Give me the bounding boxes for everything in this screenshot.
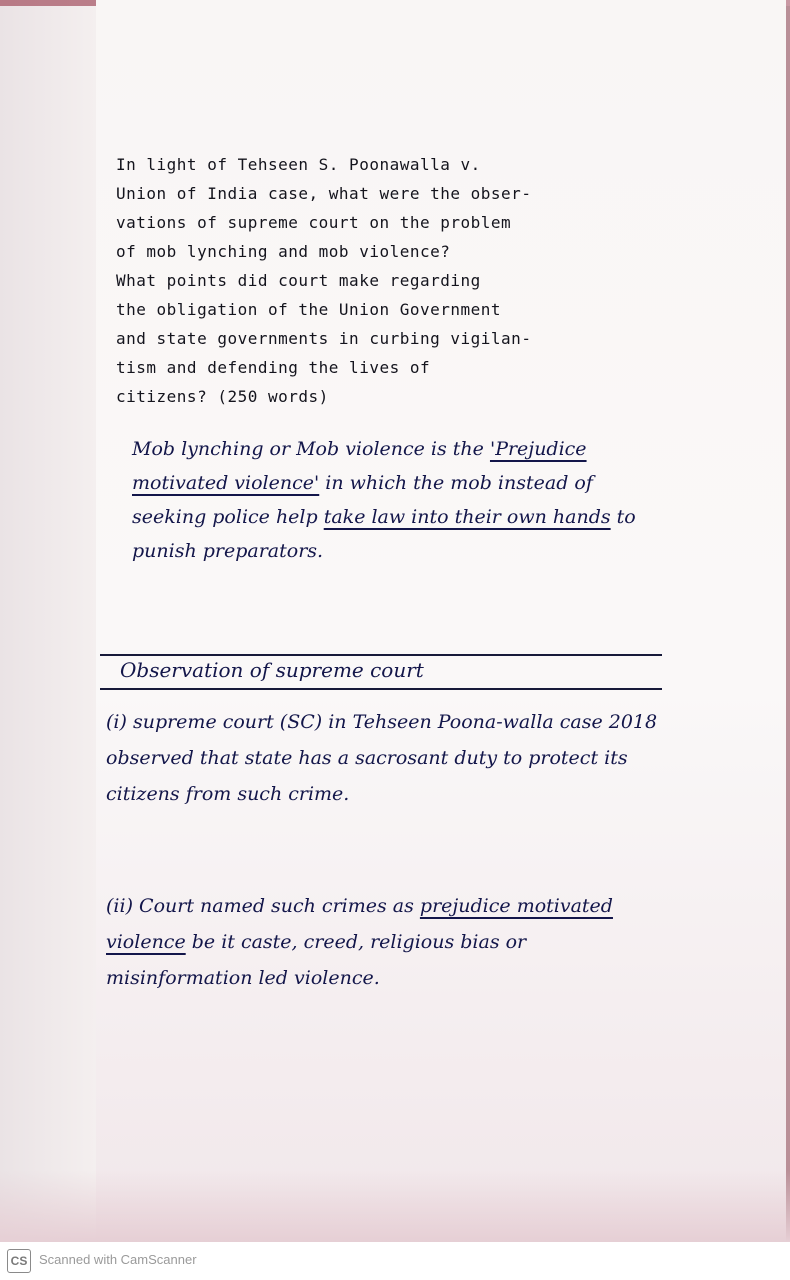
point-text: supreme court (SC) in Tehseen Poona-walla case 2018 observed that state has a sacrosant duty to protect its citizens from such crime. bbox=[106, 711, 658, 805]
point-text-end: be it caste, creed, religious bias or misinformation led violence. bbox=[106, 931, 527, 989]
point-marker: (i) bbox=[106, 711, 127, 733]
heading-rule-bottom bbox=[100, 688, 662, 690]
observation-point-2 bbox=[106, 888, 666, 996]
question-line: of mob lynching and mob violence? bbox=[116, 242, 451, 261]
answer-intro-mid: in which the mob instead of seeking police help bbox=[132, 472, 593, 528]
camscanner-logo-icon: CS bbox=[7, 1249, 31, 1273]
answer-intro-start: Mob lynching or Mob violence is the bbox=[132, 438, 484, 460]
answer-intro-underlined: take law into their own hands bbox=[323, 506, 611, 528]
scan-background bbox=[0, 0, 96, 1242]
question-line: What points did court make regarding bbox=[116, 271, 481, 290]
question-line: citizens? (250 words) bbox=[116, 387, 329, 406]
answer-intro-end: to punish preparators. bbox=[132, 506, 636, 562]
question-line: In light of Tehseen S. Poonawalla v. bbox=[116, 155, 481, 174]
question-line: and state governments in curbing vigilan- bbox=[116, 329, 532, 348]
answer-intro-quote: 'Prejudice motivated violence' bbox=[132, 438, 587, 494]
question-text bbox=[116, 150, 636, 411]
question-line: Union of India case, what were the obser- bbox=[116, 184, 532, 203]
camscanner-watermark-text: Scanned with CamScanner bbox=[39, 1252, 197, 1267]
point-text-start: Court named such crimes as bbox=[139, 895, 420, 917]
question-line: tism and defending the lives of bbox=[116, 358, 431, 377]
section-heading: Observation of supreme court bbox=[120, 658, 424, 682]
answer-intro bbox=[132, 432, 672, 568]
point-marker: (ii) bbox=[106, 895, 133, 917]
scan-bottom-shadow bbox=[0, 1170, 790, 1242]
question-line: the obligation of the Union Government bbox=[116, 300, 502, 319]
question-line: vations of supreme court on the problem bbox=[116, 213, 512, 232]
point-text-underlined: prejudice motivated violence bbox=[106, 895, 613, 953]
observation-point-1 bbox=[106, 704, 666, 812]
camscanner-footer bbox=[0, 1242, 790, 1280]
